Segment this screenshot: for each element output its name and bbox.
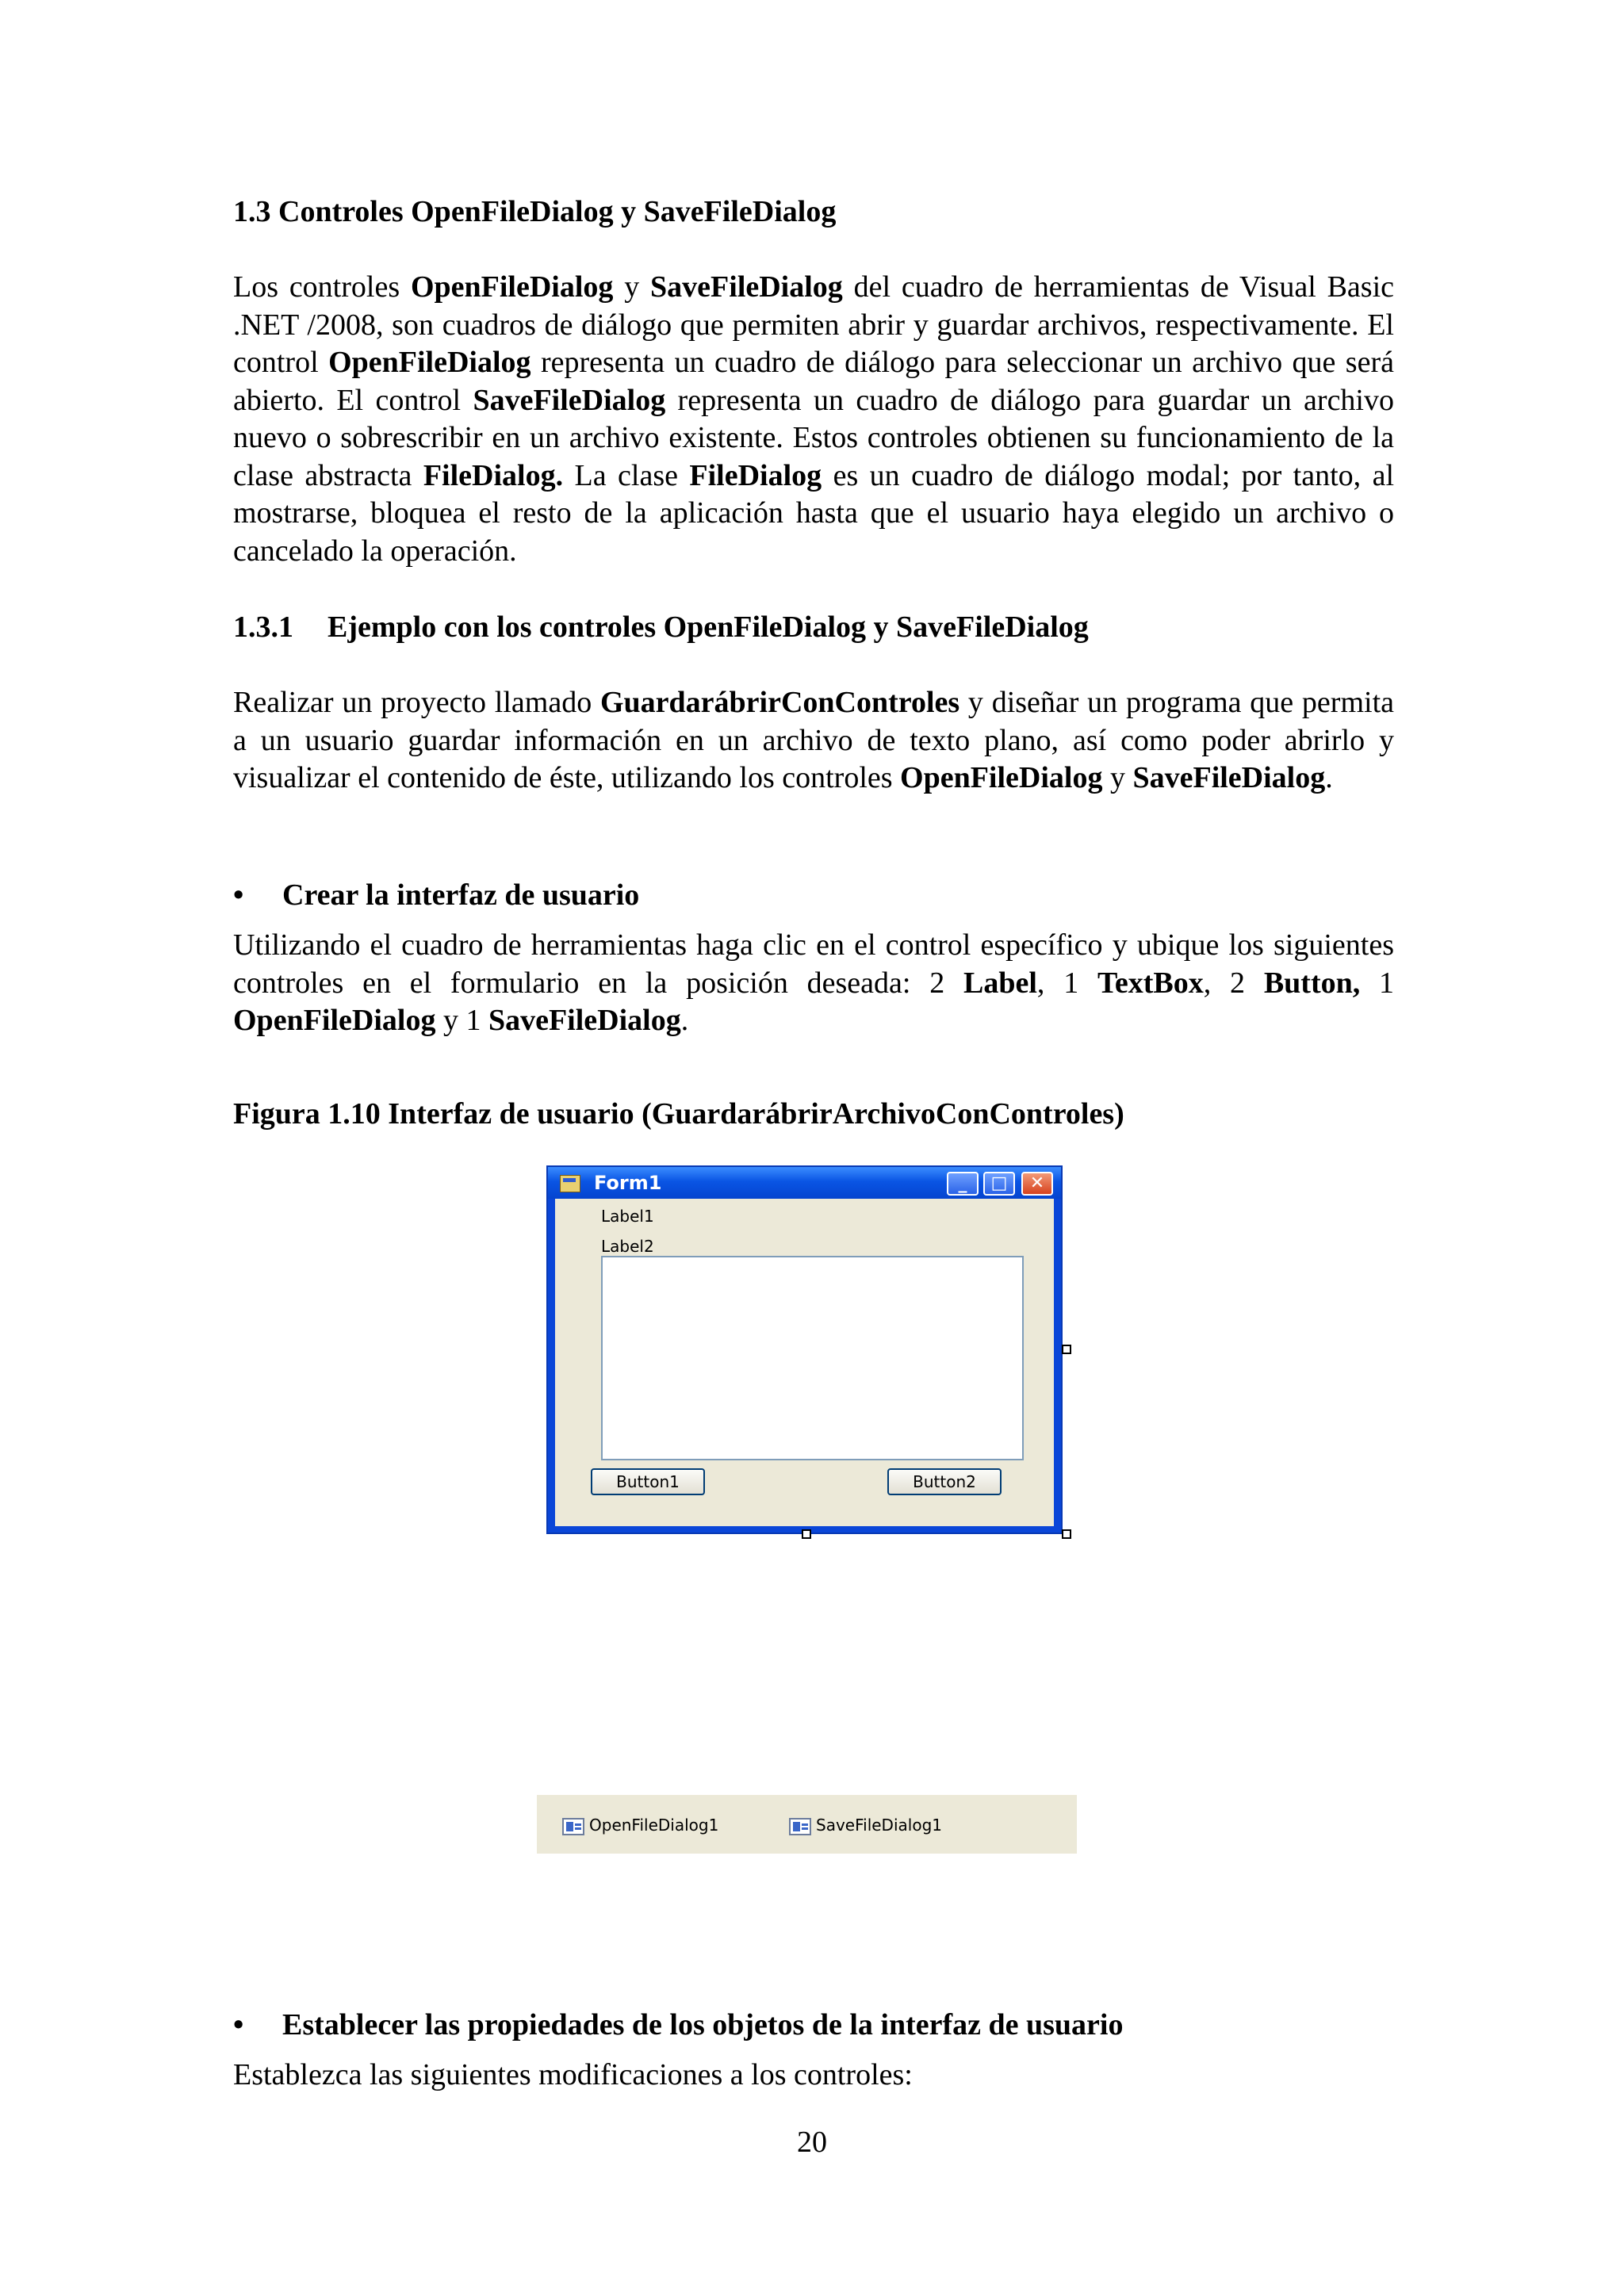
bullet-title: Crear la interfaz de usuario [282, 878, 640, 912]
resize-handle-bottom[interactable] [802, 1529, 811, 1539]
bold-term: SaveFileDialog [1132, 761, 1326, 794]
bold-term: Button, [1263, 966, 1361, 1000]
subsection-number: 1.3.1 [233, 610, 293, 644]
bold-term: OpenFileDialog [328, 346, 531, 379]
form-titlebar [548, 1167, 1061, 1199]
component-tray [537, 1795, 1077, 1854]
figure-caption: Figura 1.10 Interfaz de usuario (GuardarábrirArchivoConControles) [233, 1097, 1124, 1131]
bullet-title: Establecer las propiedades de los objetos de la interfaz de usuario [282, 2008, 1124, 2042]
text-run: y 1 [435, 1004, 488, 1037]
page-number: 20 [797, 2126, 827, 2159]
text-run: Utilizando el cuadro de herramientas haga clic en el control específico y ubique los siguientes controles en el formulario en la posición deseada: 2 [233, 928, 1394, 1000]
text-run: y diseñar un programa que permita a un usuario guardar información en un archivo de texto plano, así como poder abrirlo y visualizar el contenido de éste, utilizando los controles [233, 686, 1394, 794]
text-run: y [1102, 761, 1133, 794]
bold-term: SaveFileDialog [488, 1004, 681, 1037]
bullet-marker: • [233, 2008, 244, 2042]
label1: Label1 [601, 1207, 654, 1226]
text-run: , 2 [1203, 966, 1264, 1000]
form-app-icon [560, 1175, 580, 1192]
text-run: , 1 [1036, 966, 1097, 1000]
form-title: Form1 [594, 1172, 662, 1194]
project-paragraph [233, 684, 1394, 798]
text-run: Los controles [233, 270, 411, 304]
bullet-marker: • [233, 878, 244, 912]
intro-paragraph [233, 269, 1394, 570]
button1[interactable]: Button1 [591, 1468, 705, 1495]
controls-paragraph [233, 927, 1394, 1040]
bold-term: OpenFileDialog [900, 761, 1103, 794]
text-run: Realizar un proyecto llamado [233, 686, 600, 719]
text-run: . [1325, 761, 1333, 794]
text-run: representa un cuadro de diálogo para seleccionar un archivo que será abierto. El control [233, 346, 1394, 417]
text-run: . [680, 1004, 689, 1037]
maximize-button[interactable]: □ [983, 1172, 1015, 1196]
form-client-area [555, 1199, 1054, 1526]
tray-item-label: OpenFileDialog1 [589, 1816, 719, 1835]
subsection-title: Ejemplo con los controles OpenFileDialog y SaveFileDialog [327, 610, 1089, 644]
properties-paragraph: Establezca las siguientes modificaciones a los controles: [233, 2058, 913, 2091]
tray-item-savefiledialog[interactable] [789, 1814, 942, 1836]
bold-term: FileDialog [689, 458, 822, 492]
text-run: La clase [563, 458, 690, 492]
dialog-component-icon [789, 1818, 811, 1835]
tray-item-label: SaveFileDialog1 [816, 1816, 942, 1835]
close-button[interactable]: ✕ [1021, 1172, 1053, 1196]
section-heading: 1.3 Controles OpenFileDialog y SaveFileDialog [233, 195, 837, 228]
resize-handle-right[interactable] [1062, 1345, 1071, 1354]
tray-item-openfiledialog[interactable] [562, 1814, 718, 1836]
bold-term: OpenFileDialog [233, 1004, 436, 1037]
bold-term: GuardarábrirConControles [599, 686, 960, 719]
multiline-textbox[interactable] [601, 1256, 1024, 1460]
form-window [546, 1165, 1063, 1534]
bold-term: FileDialog. [423, 458, 564, 492]
text-run: del cuadro de herramientas de Visual Basic .NET /2008, son cuadros de diálogo que permiten abrir y guardar archivos, respectivamente. El control [233, 270, 1395, 379]
text-run: 1 [1360, 966, 1395, 1000]
minimize-button[interactable]: _ [947, 1172, 979, 1196]
bold-term: Label [963, 966, 1037, 1000]
text-run: es un cuadro de diálogo modal; por tanto, al mostrarse, bloquea el resto de la aplicación hasta que el usuario haya elegido un archivo o cancelado la operación. [233, 458, 1394, 568]
text-run: y [613, 270, 651, 304]
text-run: representa un cuadro de diálogo para guardar un archivo nuevo o sobrescribir en un archivo existente. Estos controles obtienen su funcionamiento de la clase abstracta [233, 383, 1394, 492]
bold-term: SaveFileDialog [473, 383, 666, 417]
bold-term: SaveFileDialog [650, 270, 843, 304]
resize-handle-corner[interactable] [1062, 1529, 1071, 1539]
bold-term: TextBox [1097, 966, 1204, 1000]
button2[interactable]: Button2 [887, 1468, 1002, 1495]
label2: Label2 [601, 1237, 654, 1256]
bold-term: OpenFileDialog [410, 270, 614, 304]
subsection-heading [233, 609, 1394, 647]
dialog-component-icon [562, 1818, 584, 1835]
